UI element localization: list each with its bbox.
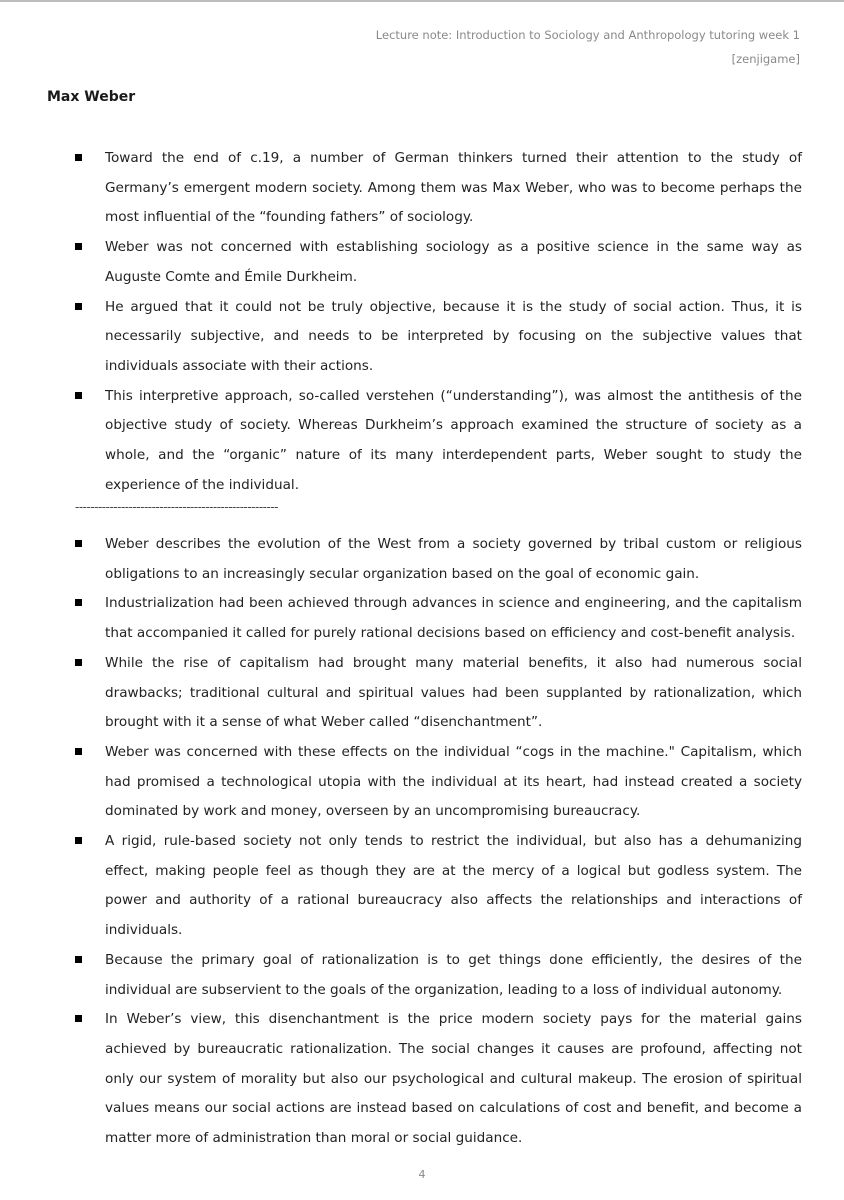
list-item xyxy=(74,946,802,1005)
section-intro xyxy=(74,144,802,500)
list-item xyxy=(74,738,802,827)
bullet-text: Industrialization had been achieved through advances in science and engineering, and the capitalism that accompanied it called for purely rational decisions based on efficiency and cost-benefit analysis. xyxy=(105,595,802,642)
list-item xyxy=(74,530,802,589)
square-bullet-icon xyxy=(75,1015,82,1022)
bullet-text: Toward the end of c.19, a number of German thinkers turned their attention to the study of Germany’s emergent modern society. Among them was Max Weber, who was to become perhaps the most influential of the “founding fathers” of sociology. xyxy=(105,150,802,226)
square-bullet-icon xyxy=(75,659,82,666)
square-bullet-icon xyxy=(75,243,82,250)
bullet-text: Weber describes the evolution of the West from a society governed by tribal custom or religious obligations to an increasingly secular organization based on the goal of economic gain. xyxy=(105,536,802,582)
square-bullet-icon xyxy=(75,956,82,963)
bullet-text: This interpretive approach, so-called verstehen (“understanding”), was almost the antithesis of the objective study of society. Whereas Durkheim’s approach examined the structure of society as a whole, and the “organic” nature of its many interdependent parts, Weber sought to study the experience of the individual. xyxy=(105,387,802,493)
list-item xyxy=(74,293,802,382)
square-bullet-icon xyxy=(75,303,82,310)
list-item xyxy=(74,1005,802,1154)
bullet-text: He argued that it could not be truly objective, because it is the study of social action. Thus, it is necessarily subjective, and needs to be interpreted by focusing on the subjective values that individuals associate with their actions. xyxy=(105,298,802,374)
list-item xyxy=(74,233,802,292)
top-rule xyxy=(0,0,844,2)
header-author: [zenjigame] xyxy=(731,52,800,66)
square-bullet-icon xyxy=(75,837,82,844)
header-title: Lecture note: Introduction to Sociology and Anthropology tutoring week 1 xyxy=(375,28,800,42)
bullet-text: While the rise of capitalism had brought many material benefits, it also had numerous social drawbacks; traditional cultural and spiritual values had been supplanted by rationalization, which brought with it a sense of what Weber called “disenchantment”. xyxy=(105,654,802,731)
square-bullet-icon xyxy=(75,599,82,606)
list-item xyxy=(74,649,802,738)
bullet-text: Weber was concerned with these effects on the individual “cogs in the machine." Capitalism, which had promised a technological utopia with the individual at its heart, had instead created a society dominated by work and money, overseen by an uncompromising bureaucracy. xyxy=(105,743,802,820)
page-number: 4 xyxy=(418,1168,426,1181)
section-separator: ----------------------------------------------------- xyxy=(75,500,278,514)
list-item xyxy=(74,827,802,946)
bullet-text: Because the primary goal of rationalization is to get things done efficiently, the desires of the individual are subservient to the goals of the organization, leading to a loss of individual autonomy. xyxy=(105,951,802,998)
square-bullet-icon xyxy=(75,748,82,755)
page-title: Max Weber xyxy=(47,89,136,105)
square-bullet-icon xyxy=(75,540,82,547)
section-rationalization xyxy=(74,530,802,1154)
list-item xyxy=(74,382,802,501)
bullet-text: A rigid, rule-based society not only tends to restrict the individual, but also has a dehumanizing effect, making people feel as though they are at the mercy of a logical but godless system. The power and authority of a rational bureaucracy also affects the relationships and interactions of individuals. xyxy=(105,833,802,939)
list-item xyxy=(74,144,802,233)
bullet-text: In Weber’s view, this disenchantment is the price modern society pays for the material gains achieved by bureaucratic rationalization. The social changes it causes are profound, affecting not only our system of morality but also our psychological and cultural makeup. The erosion of spiritual values means our social actions are instead based on calculations of cost and benefit, and become a matter more of administration than moral or social guidance. xyxy=(105,1011,802,1147)
bullet-text: Weber was not concerned with establishing sociology as a positive science in the same way as Auguste Comte and Émile Durkheim. xyxy=(105,239,802,285)
square-bullet-icon xyxy=(75,154,82,161)
square-bullet-icon xyxy=(75,392,82,399)
list-item xyxy=(74,589,802,648)
